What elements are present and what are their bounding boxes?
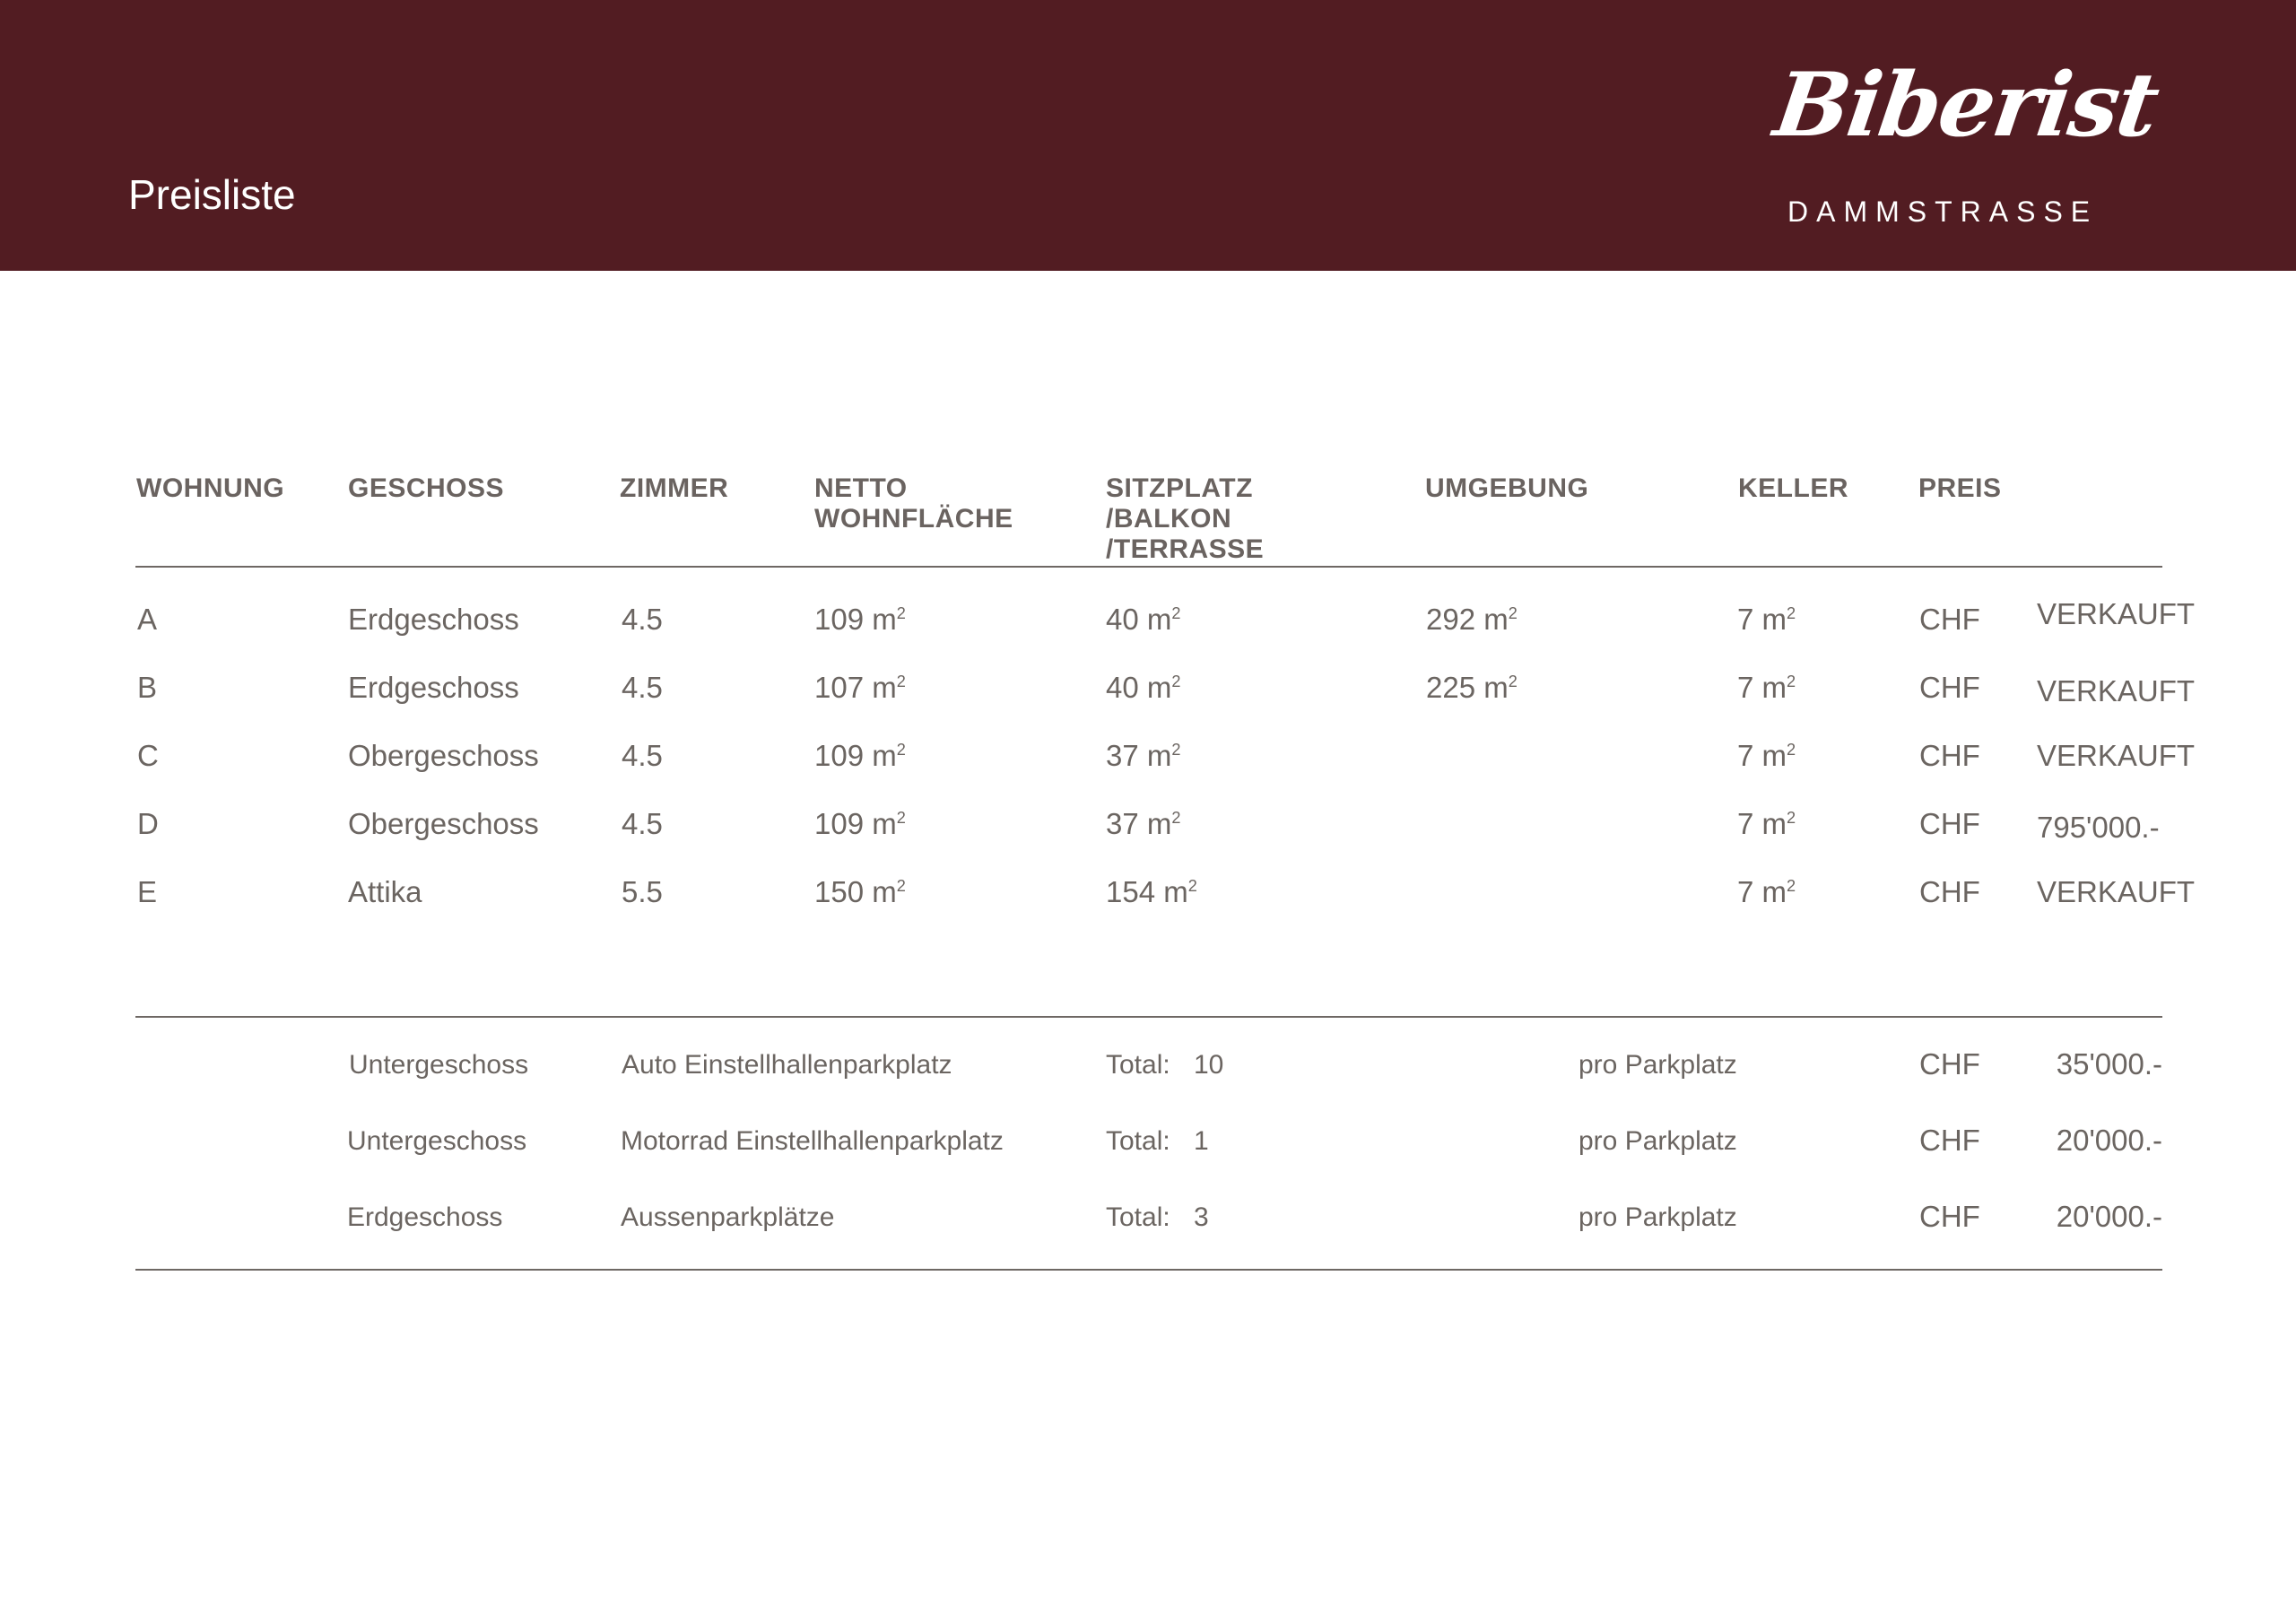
cell-currency: CHF (1919, 807, 1980, 840)
parking-geschoss: Untergeschoss (349, 1050, 529, 1080)
cell-zimmer: 4.5 (622, 739, 663, 772)
cell-umgebung: 225 $m^2$ (1426, 671, 1518, 704)
logo-subtitle: DAMMSTRASSE (1787, 195, 2099, 228)
cell-keller: 7 $m^2$ (1737, 603, 1796, 636)
parking-divider-bottom (135, 1269, 2162, 1271)
cell-price: 795'000.- (2037, 811, 2160, 844)
parking-currency: CHF (1919, 1124, 1980, 1157)
parking-price: 20'000.- (2056, 1124, 2162, 1157)
column-header-preis: PREIS (1918, 473, 2002, 503)
cell-sitzplatz: 40 $m^2$ (1106, 671, 1181, 704)
column-header-netto-line2: WOHNFLÄCHE (814, 504, 1013, 534)
column-header-umgebung: UMGEBUNG (1425, 473, 1589, 503)
parking-per: pro Parkplatz (1578, 1050, 1737, 1080)
parking-price: 20'000.- (2056, 1200, 2162, 1233)
logo-wordmark: Biberist (1768, 54, 2164, 157)
cell-sitzplatz: 154 $m^2$ (1106, 875, 1197, 908)
column-header-sitzplatz-line2: /BALKON (1106, 504, 1232, 534)
cell-netto: 150 $m^2$ (814, 875, 906, 908)
cell-currency: CHF (1919, 671, 1980, 704)
parking-type: Auto Einstellhallenparkplatz (622, 1050, 952, 1080)
cell-geschoss: Attika (348, 875, 422, 908)
parking-per: pro Parkplatz (1578, 1202, 1737, 1232)
cell-price: VERKAUFT (2037, 875, 2196, 908)
cell-sitzplatz: 40 $m^2$ (1106, 603, 1181, 636)
cell-netto: 109 $m^2$ (814, 739, 906, 772)
cell-price: VERKAUFT (2037, 674, 2196, 707)
cell-wohnung: B (137, 671, 158, 704)
cell-netto: 109 $m^2$ (814, 807, 906, 840)
cell-zimmer: 4.5 (622, 603, 663, 636)
cell-wohnung: E (137, 875, 158, 908)
parking-total-label: Total: (1106, 1050, 1170, 1080)
parking-type: Aussenparkplätze (621, 1202, 835, 1232)
cell-sitzplatz: 37 $m^2$ (1106, 739, 1181, 772)
column-header-netto (814, 473, 1013, 534)
cell-zimmer: 4.5 (622, 671, 663, 704)
cell-zimmer: 5.5 (622, 875, 663, 908)
cell-price: VERKAUFT (2037, 597, 2196, 630)
column-header-sitzplatz-line1: SITZPLATZ (1106, 473, 1253, 503)
parking-currency: CHF (1919, 1047, 1980, 1081)
column-header-sitzplatz (1106, 473, 1264, 565)
column-header-netto-line1: NETTO (814, 473, 908, 503)
cell-currency: CHF (1919, 875, 1980, 908)
column-header-zimmer: ZIMMER (620, 473, 729, 503)
parking-type: Motorrad Einstellhallenparkplatz (621, 1126, 1004, 1156)
column-header-sitzplatz-line3: /TERRASSE (1106, 534, 1265, 564)
cell-netto: 107 $m^2$ (814, 671, 906, 704)
parking-geschoss: Erdgeschoss (347, 1202, 503, 1232)
cell-sitzplatz: 37 $m^2$ (1106, 807, 1181, 840)
cell-keller: 7 $m^2$ (1737, 875, 1796, 908)
parking-total: 3 (1194, 1202, 1209, 1232)
cell-netto: 109 $m^2$ (814, 603, 906, 636)
cell-currency: CHF (1919, 603, 1980, 636)
cell-geschoss: Erdgeschoss (348, 603, 519, 636)
cell-keller: 7 $m^2$ (1737, 807, 1796, 840)
cell-geschoss: Obergeschoss (348, 739, 539, 772)
parking-currency: CHF (1919, 1200, 1980, 1233)
parking-divider-top (135, 1016, 2162, 1018)
cell-geschoss: Erdgeschoss (348, 671, 519, 704)
cell-geschoss: Obergeschoss (348, 807, 539, 840)
cell-umgebung: 292 $m^2$ (1426, 603, 1518, 636)
parking-geschoss: Untergeschoss (347, 1126, 527, 1156)
cell-price: VERKAUFT (2037, 739, 2196, 772)
page-title: Preisliste (128, 171, 296, 218)
cell-zimmer: 4.5 (622, 807, 663, 840)
cell-currency: CHF (1919, 739, 1980, 772)
column-header-geschoss: GESCHOSS (348, 473, 505, 503)
column-header-wohnung: WOHNUNG (136, 473, 285, 503)
cell-keller: 7 $m^2$ (1737, 671, 1796, 704)
column-header-keller: KELLER (1738, 473, 1848, 503)
parking-price: 35'000.- (2056, 1047, 2162, 1081)
parking-total: 1 (1194, 1126, 1209, 1156)
cell-wohnung: C (137, 739, 159, 772)
parking-total: 10 (1194, 1050, 1224, 1080)
parking-per: pro Parkplatz (1578, 1126, 1737, 1156)
header-divider (135, 566, 2162, 568)
header-banner (0, 0, 2296, 271)
cell-wohnung: D (137, 807, 159, 840)
cell-wohnung: A (137, 603, 158, 636)
parking-total-label: Total: (1106, 1202, 1170, 1232)
cell-keller: 7 $m^2$ (1737, 739, 1796, 772)
parking-total-label: Total: (1106, 1126, 1170, 1156)
